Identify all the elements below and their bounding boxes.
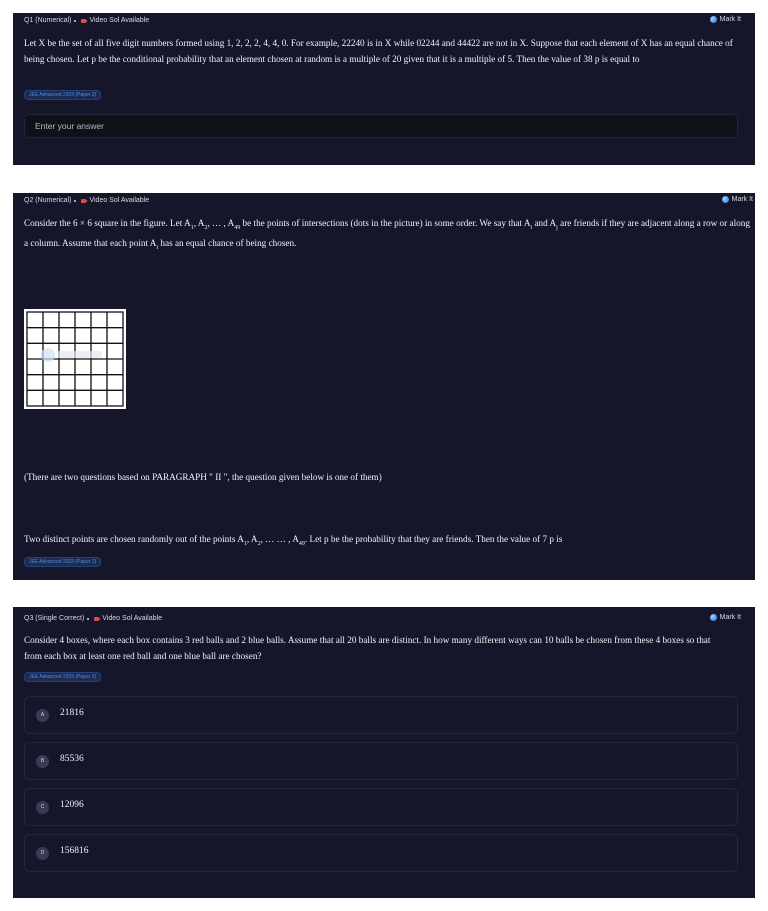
question-card-2 [13, 193, 755, 580]
mark-it-label: Mark It [719, 16, 741, 23]
option-a[interactable] [24, 696, 738, 734]
option-letter: A [36, 709, 49, 722]
question-card-3 [13, 607, 755, 898]
option-letter: D [36, 847, 49, 860]
question-type-label: Q1 (Numerical) [24, 17, 72, 24]
option-c[interactable] [24, 788, 738, 826]
exam-tag: JEE Advanced 2023 (Paper 2) [24, 90, 101, 100]
question-text: Consider the 6 × 6 square in the figure. Let $A_1$, $A_2$, … , $A_{49}$ be the points of intersections (dots in the picture) in some order. We say that $A_i$ and $A_j$ are friends if they are adjacent along a row or along a column. Assume that each point $A_i$ has an equal chance of being chosen. [24, 218, 750, 252]
mark-it-button[interactable] [710, 614, 741, 621]
question-meta [24, 615, 162, 622]
option-d[interactable] [24, 834, 738, 872]
bookmark-icon [722, 196, 729, 203]
video-icon [81, 199, 86, 203]
bookmark-icon [710, 16, 717, 23]
question-type-label: Q3 (Single Correct) [24, 615, 85, 622]
option-letter: B [36, 755, 49, 768]
question-text: Two distinct points are chosen randomly out of the points $A_1$, $A_2$, … … , $A_{49}$. Let p be the probability that they are friends. Then the value of 7 p is [24, 534, 563, 547]
question-text: Let X be the set of all five digit numbers formed using 1, 2, 2, 2, 4, 4, 0. For example, 22240 is in X while 02244 and 44422 are not in X. Suppose that each element of X has an equal chance of being chosen. Let p be the conditional probability that an element chosen at random is a multiple of 20 given that it is a multiple of 5. Then the value of 38 p is equal to [24, 38, 733, 64]
mark-it-button[interactable] [710, 16, 741, 23]
question-type-label: Q2 (Numerical) [24, 197, 72, 204]
video-solution-label[interactable]: Video Sol Available [89, 197, 150, 204]
video-solution-label[interactable]: Video Sol Available [102, 615, 162, 622]
square-grid-image [24, 309, 126, 409]
separator-dot [87, 618, 89, 620]
question-card-1 [13, 13, 755, 165]
exam-tag: JEE Advanced 2023 (Paper 2) [24, 672, 101, 682]
grid-figure [24, 309, 126, 409]
question-meta [24, 17, 149, 24]
exam-tag: JEE Advanced 2023 (Paper 2) [24, 557, 101, 567]
option-value: 12096 [60, 800, 84, 810]
separator-dot [74, 200, 76, 202]
separator-dot [74, 20, 76, 22]
bookmark-icon [710, 614, 717, 621]
mark-it-label: Mark It [719, 614, 741, 621]
video-solution-label[interactable]: Video Sol Available [89, 17, 150, 24]
option-value: 21816 [60, 708, 84, 718]
option-value: 85536 [60, 754, 84, 764]
option-value: 156816 [60, 846, 89, 856]
option-b[interactable] [24, 742, 738, 780]
option-letter: C [36, 801, 49, 814]
video-icon [94, 617, 99, 621]
mark-it-label: Mark It [731, 196, 753, 203]
paragraph-note: (There are two questions based on PARAGRAPH " II ", the question given below is one of them) [24, 472, 382, 482]
video-icon [81, 19, 86, 23]
question-meta [24, 197, 149, 204]
question-text: Consider 4 boxes, where each box contains 3 red balls and 2 blue balls. Assume that all 20 balls are distinct. In how many different ways can 10 balls be chosen from these 4 boxes so that from each box at least one red ball and one blue ball are chosen? [24, 635, 711, 661]
answer-input[interactable]: Enter your answer [24, 114, 738, 138]
mark-it-button[interactable] [722, 196, 753, 203]
